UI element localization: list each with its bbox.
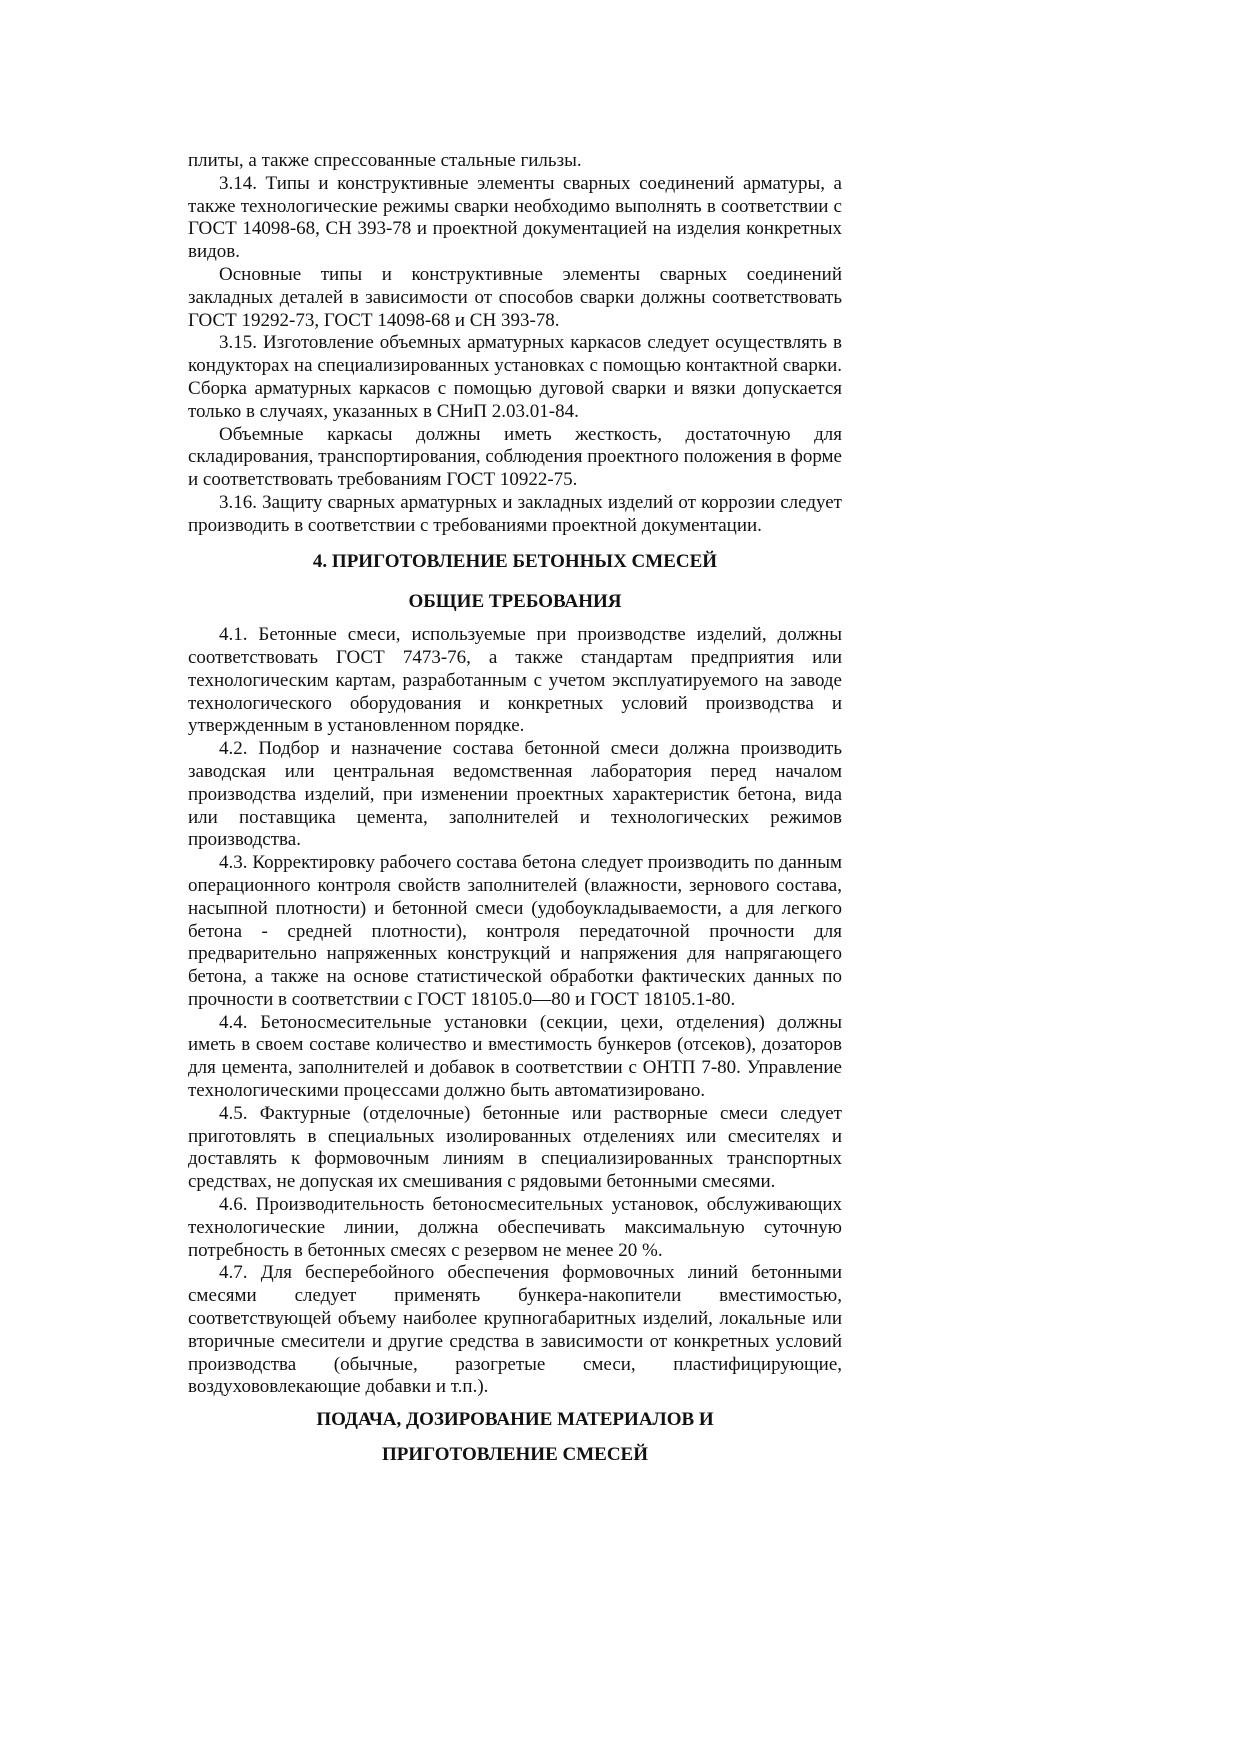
document-page — [188, 150, 842, 1467]
section-heading-4: 4. ПРИГОТОВЛЕНИЕ БЕТОННЫХ СМЕСЕЙ — [312, 550, 718, 572]
paragraph-4-4: 4.4. Бетоносмесительные установки (секции, цехи, отделения) должны иметь в своем составе количество и вместимость бункеров (отсеков), дозаторов для цемента, заполнителей и добавок в соответствии с ОНТП 7-80. Управление технологическими процессами должно быть автоматизировано. — [188, 1011, 842, 1102]
subheading-feed-line-1: ПОДАЧА, ДОЗИРОВАНИЕ МАТЕРИАЛОВ И — [316, 1409, 714, 1431]
paragraph-4-2: 4.2. Подбор и назначение состава бетонной смеси должна производить заводская или центральная ведомственная лаборатория перед началом производства изделий, при изменении проектных характеристик бетона, вида или поставщика цемента, заполнителей и технологических режимов производства. — [188, 738, 842, 851]
paragraph-3-16: 3.16. Защиту сварных арматурных и закладных изделий от коррозии следует производить в соответствии с требованиями проектной документации. — [188, 491, 842, 536]
paragraph-4-6: 4.6. Производительность бетоносмесительных установок, обслуживающих технологические линии, должна обеспечивать максимальную суточную потребность в бетонных смесях с резервом не менее 20 %. — [188, 1194, 842, 1261]
paragraph-4-3: 4.3. Корректировку рабочего состава бетона следует производить по данным операционного контроля свойств заполнителей (влажности, зернового состава, насыпной плотности) и бетонной смеси (удобоукладываемости, а для легкого бетона - средней плотности), контроля передаточной прочности для предварительно напряженных конструкций и напряжения для напрягающего бетона, а также на основе статистической обработки фактических данных по прочности в соответствии с ГОСТ 18105.0—80 и ГОСТ 18105.1-80. — [188, 852, 842, 1010]
paragraph-lead-fragment: плиты, а также спрессованные стальные гильзы. — [188, 150, 582, 171]
paragraph-4-5: 4.5. Фактурные (отделочные) бетонные или растворные смеси следует приготовлять в специальных изолированных отделениях или смесителях и доставлять к формовочным линиям в специализированных транспортных средствах, не допуская их смешивания с рядовыми бетонными смесями. — [188, 1102, 842, 1193]
paragraph-4-1: 4.1. Бетонные смеси, используемые при производстве изделий, должны соответствовать ГОСТ 7473-76, а также стандартам предприятия или технологическим картам, разработанным с учетом эксплуатируемого на заводе технологического оборудования и конкретных условий производства и утвержденным в установленном порядке. — [188, 624, 842, 737]
paragraph-3-15: 3.15. Изготовление объемных арматурных каркасов следует осуществлять в кондукторах на специализированных установках с помощью контактной сварки. Сборка арматурных каркасов с помощью дуговой сварки и вязки допускается только в случаях, указанных в СНиП 2.03.01-84. — [188, 332, 842, 422]
paragraph-3-14-continued: Основные типы и конструктивные элементы сварных соединений закладных деталей в зависимости от способов сварки должны соответствовать ГОСТ 19292-73, ГОСТ 14098-68 и СН 393-78. — [188, 263, 842, 331]
paragraph-4-7: 4.7. Для бесперебойного обеспечения формовочных линий бетонными смесями следует применять бункера-накопители вместимостью, соответствующей объему наиболее крупногабаритных изделий, локальные или вторичные смесители и другие средства в зависимости от конкретных условий производства (обычные, разогретые смеси, пластифицирующие, воздухововлекающие добавки и т.п.). — [188, 1262, 842, 1398]
paragraph-3-14: 3.14. Типы и конструктивные элементы сварных соединений арматуры, а также технологические режимы сварки необходимо выполнять в соответствии с ГОСТ 14098-68, СН 393-78 и проектной документацией на изделия конкретных видов. — [188, 172, 842, 263]
subheading-general-requirements: ОБЩИЕ ТРЕБОВАНИЯ — [408, 591, 622, 613]
subheading-feed-line-2: ПРИГОТОВЛЕНИЕ СМЕСЕЙ — [381, 1444, 649, 1466]
paragraph-3-15-continued: Объемные каркасы должны иметь жесткость, достаточную для складирования, транспортирования, соблюдения проектного положения в форме и соответствовать требованиям ГОСТ 10922-75. — [188, 423, 842, 491]
